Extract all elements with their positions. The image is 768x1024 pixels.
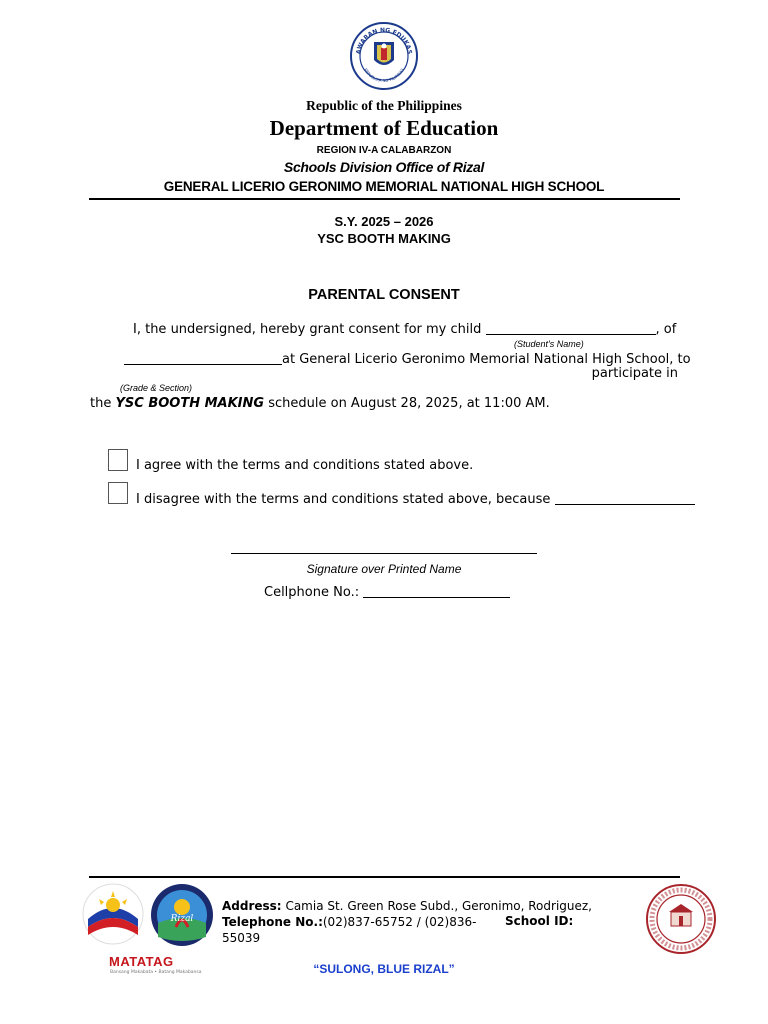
republic-heading: Republic of the Philippines — [306, 98, 462, 113]
student-name-hint: (Student's Name) — [514, 339, 584, 349]
telephone-line — [222, 914, 480, 946]
disagree-reason-blank[interactable] — [555, 491, 695, 505]
matatag-tagline: Bansang Makabata • Batang Makabansa — [110, 970, 202, 975]
telephone-label: Telephone No.: — [222, 915, 323, 929]
seal-inner-text: REPUBLIKA NG PILIPINAS — [363, 67, 405, 84]
agree-checkbox[interactable] — [108, 449, 128, 471]
bagong-pilipinas-logo — [80, 883, 146, 945]
address-line — [222, 898, 612, 914]
signature-label: Signature over Printed Name — [306, 562, 462, 576]
school-seal-logo — [646, 884, 716, 954]
consent-line-3-prefix: the — [90, 396, 112, 411]
form-title: PARENTAL CONSENT — [308, 287, 460, 303]
school-motto: “SULONG, BLUE RIZAL” — [313, 962, 455, 976]
disagree-checkbox[interactable] — [108, 482, 128, 504]
consent-line-1-text: I, the undersigned, hereby grant consent for my child — [133, 322, 482, 337]
address-label: Address: — [222, 899, 282, 913]
consent-line-2-cont: participate in — [591, 366, 678, 381]
sdo-rizal-logo — [150, 883, 214, 947]
disagree-row — [136, 491, 695, 507]
deped-seal-logo — [350, 22, 418, 90]
student-name-blank[interactable] — [486, 321, 656, 335]
school-heading: GENERAL LICERIO GERONIMO MEMORIAL NATIONAL HIGH SCHOOL — [163, 179, 605, 194]
grade-section-hint: (Grade & Section) — [120, 383, 193, 393]
consent-line-3-event: YSC BOOTH MAKING — [115, 396, 265, 411]
grade-section-blank[interactable] — [124, 351, 282, 365]
consent-line-3-suffix: schedule on August 28, 2025, at 11:00 AM. — [268, 396, 550, 411]
event-name: YSC BOOTH MAKING — [317, 231, 451, 246]
consent-line-1-end: , of — [655, 322, 677, 337]
signature-line[interactable] — [231, 553, 537, 554]
seal-outer-text: AWARAN NG EDUKAS — [355, 26, 413, 55]
consent-line-3 — [90, 396, 550, 411]
footer-divider — [89, 876, 680, 878]
rizal-logo-text: Rizal — [170, 914, 194, 924]
disagree-label: I disagree with the terms and conditions stated above, because — [136, 492, 551, 507]
consent-line-1 — [133, 321, 676, 337]
header-divider — [89, 198, 680, 200]
consent-line-2 — [124, 351, 691, 367]
region-heading: REGION IV-A CALABARZON — [316, 145, 452, 156]
consent-line-2-text: at General Licerio Geronimo Memorial National High School, to — [282, 352, 691, 367]
agree-label: I agree with the terms and conditions stated above. — [136, 458, 474, 473]
school-id-label: School ID: — [505, 914, 574, 928]
department-heading: Department of Education — [269, 116, 499, 140]
address-value: Camia St. Green Rose Subd., Geronimo, Rodriguez, — [285, 899, 592, 913]
cellphone-label: Cellphone No.: — [264, 585, 360, 600]
school-year: S.Y. 2025 – 2026 — [334, 214, 434, 229]
cellphone-blank[interactable] — [363, 584, 510, 598]
division-heading: Schools Division Office of Rizal — [283, 159, 485, 175]
matatag-logo-text: MATATAG — [109, 954, 174, 969]
telephone-value: (02)837-65752 / (02)836-55039 — [222, 915, 477, 945]
cellphone-row — [264, 584, 510, 600]
